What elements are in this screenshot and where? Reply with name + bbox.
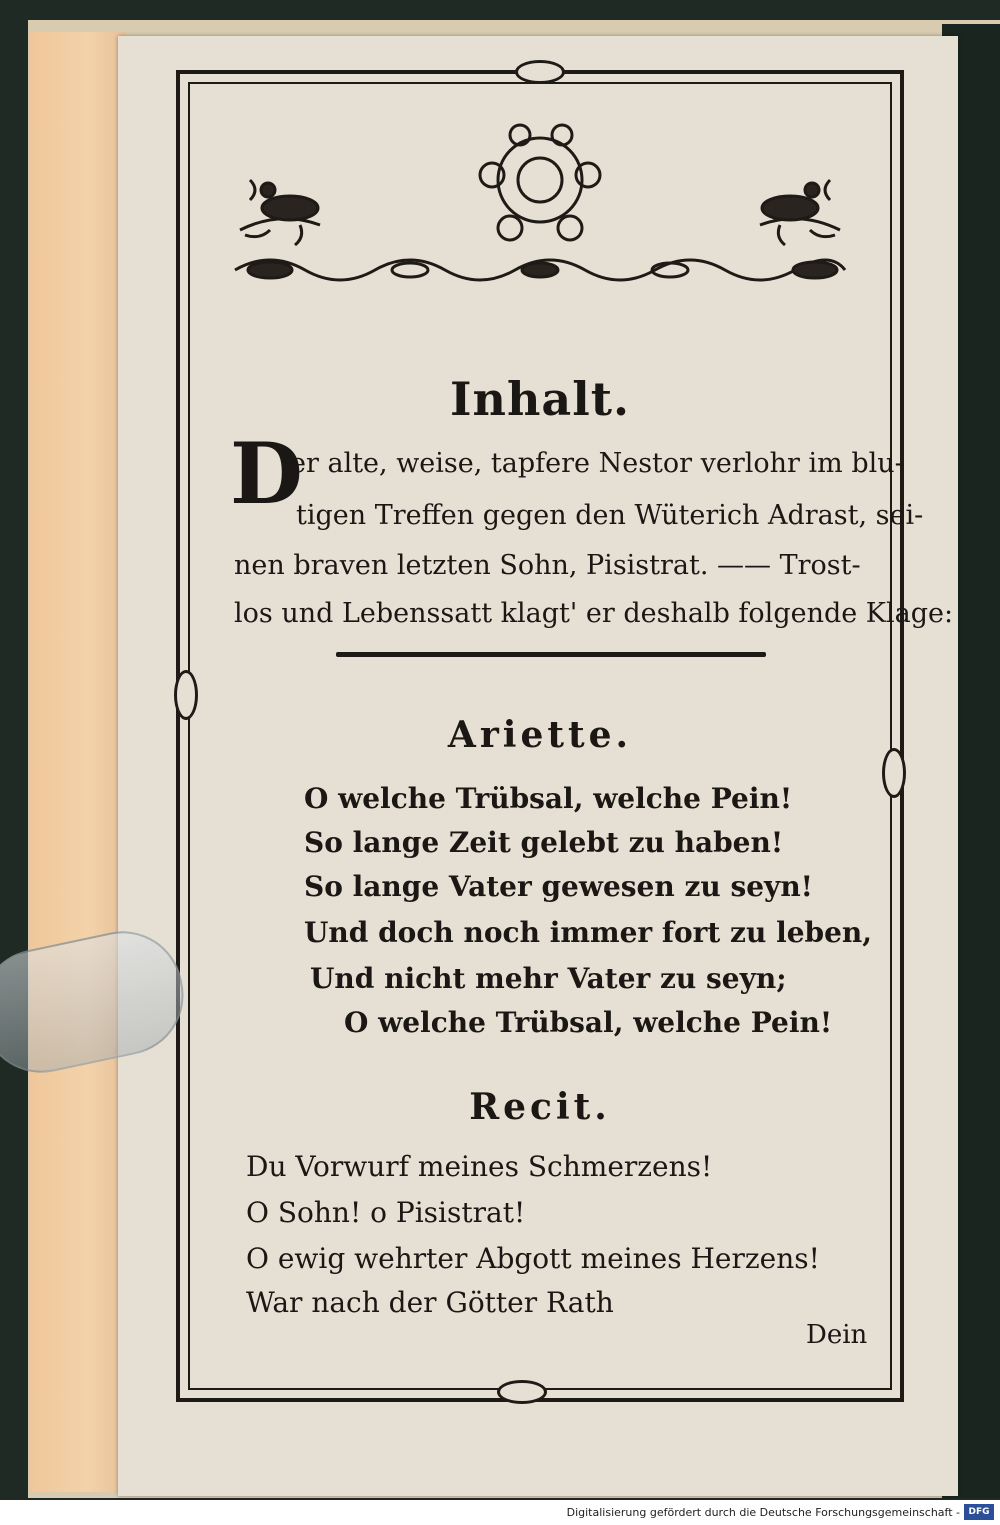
book-gutter-strip <box>30 32 126 1492</box>
floral-wreath-icon <box>480 125 600 240</box>
vine-border-icon <box>235 260 845 280</box>
intro-line: los und Lebenssatt klagt' er deshalb folgende Klage: <box>234 598 954 629</box>
recit-heading: Recit. <box>469 1086 611 1128</box>
footer-credit: Digitalisierung gefördert durch die Deutsche Forschungsgemeinschaft - <box>566 1506 960 1519</box>
border-knot-top-icon <box>515 60 565 84</box>
intro-line: tigen Treffen gegen den Wüterich Adrast, sei- <box>296 500 924 531</box>
header-ornament <box>230 120 850 290</box>
verse-line: Und doch noch immer fort zu leben, <box>304 916 873 949</box>
recit-line: O Sohn! o Pisistrat! <box>246 1196 526 1229</box>
bird-left-icon <box>240 180 320 245</box>
ariette-heading: Ariette. <box>447 714 633 756</box>
intro-line: nen braven letzten Sohn, Pisistrat. —— Trost- <box>234 550 861 581</box>
catchword: Dein <box>806 1320 868 1350</box>
border-knot-left-icon <box>174 670 198 720</box>
page-title: Inhalt. <box>450 372 630 426</box>
dfg-logo-icon: DFG <box>964 1504 994 1520</box>
verse-line: So lange Vater gewesen zu seyn! <box>304 870 813 903</box>
verse-line: O welche Trübsal, welche Pein! <box>344 1006 833 1039</box>
recit-line: O ewig wehrter Abgott meines Herzens! <box>246 1242 820 1275</box>
section-divider <box>336 652 766 657</box>
recit-line: Du Vorwurf meines Schmerzens! <box>246 1150 713 1183</box>
recit-line: War nach der Götter Rath <box>246 1286 614 1319</box>
verse-line: So lange Zeit gelebt zu haben! <box>304 826 784 859</box>
drop-cap: D <box>230 424 303 523</box>
verse-line: Und nicht mehr Vater zu seyn; <box>310 962 787 995</box>
bird-right-icon <box>760 180 840 245</box>
intro-line: er alte, weise, tapfere Nestor verlohr im blu- <box>290 448 904 479</box>
border-knot-bottom-icon <box>497 1380 547 1404</box>
verse-line: O welche Trübsal, welche Pein! <box>304 782 793 815</box>
